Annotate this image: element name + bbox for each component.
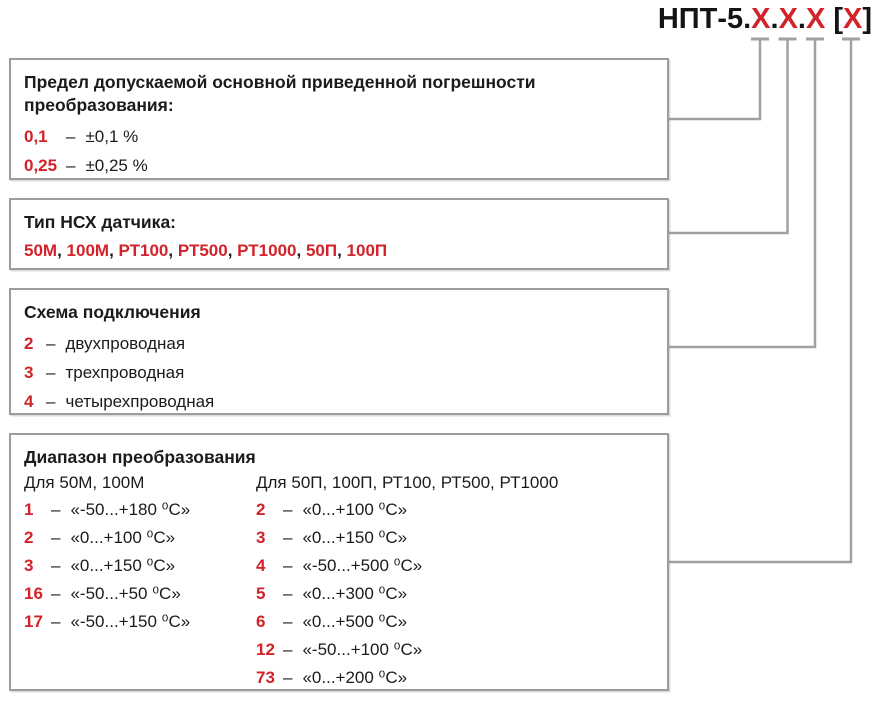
sensor-type-box — [9, 198, 669, 270]
range-label: «0...+150 ⁰С» — [70, 556, 176, 575]
sensor-type-value: РТ1000 — [237, 241, 297, 260]
range-item — [24, 496, 256, 524]
range-label: «0...+300 ⁰С» — [302, 584, 408, 603]
connection-code: 4 — [24, 392, 34, 411]
sensor-type-value: 100М — [66, 241, 110, 260]
sensor-type-value: РТ500 — [177, 241, 228, 260]
dash: – — [283, 556, 293, 575]
model-code-prefix: НПТ-5. — [657, 3, 752, 35]
separator: , — [168, 241, 178, 260]
range-subheading: Для 50М, 100М — [24, 473, 145, 492]
dash: – — [51, 612, 61, 631]
range-label: «0...+100 ⁰С» — [70, 528, 176, 547]
accuracy-item — [24, 122, 654, 151]
dash: – — [51, 556, 61, 575]
connection-item — [24, 358, 654, 387]
model-code-x2: X — [778, 3, 798, 35]
connection-label: четырехпроводная — [65, 392, 215, 411]
sensor-type-values — [24, 239, 654, 262]
range-label: «-50...+150 ⁰С» — [70, 612, 191, 631]
model-code-title — [658, 3, 872, 36]
connection-code: 3 — [24, 363, 34, 382]
connection-box — [9, 288, 669, 415]
dash: – — [283, 640, 293, 659]
connection-items — [24, 329, 654, 416]
range-heading: Диапазон преобразования — [24, 447, 256, 467]
range-code: 16 — [24, 584, 43, 603]
range-code: 12 — [256, 640, 275, 659]
connection-item — [24, 329, 654, 358]
connection-item — [24, 387, 654, 416]
range-label: «0...+150 ⁰С» — [302, 528, 408, 547]
dash: – — [46, 392, 56, 411]
dash: – — [46, 334, 56, 353]
range-code: 6 — [256, 612, 266, 631]
range-item — [256, 608, 654, 636]
range-box — [9, 433, 669, 691]
dash: – — [46, 363, 56, 382]
separator: , — [227, 241, 238, 260]
range-label: «-50...+50 ⁰С» — [70, 584, 181, 603]
range-code: 3 — [256, 528, 266, 547]
range-item — [256, 552, 654, 580]
range-item — [256, 580, 654, 608]
dash: – — [66, 156, 76, 175]
range-item — [24, 524, 256, 552]
range-label: «0...+100 ⁰С» — [302, 500, 408, 519]
connection-heading: Схема подключения — [24, 302, 201, 322]
range-code: 3 — [24, 556, 34, 575]
range-column-50m-100m — [24, 470, 256, 692]
range-code: 5 — [256, 584, 266, 603]
range-code: 2 — [256, 500, 266, 519]
accuracy-item — [24, 151, 654, 180]
range-label: «-50...+180 ⁰С» — [70, 500, 191, 519]
range-item — [256, 636, 654, 664]
model-code-dot-1: . — [770, 3, 779, 35]
model-code-x1: X — [751, 3, 771, 35]
dash: – — [51, 528, 61, 547]
range-item — [256, 496, 654, 524]
dash: – — [283, 500, 293, 519]
range-item — [256, 524, 654, 552]
separator: , — [337, 241, 347, 260]
accuracy-label: ±0,1 % — [85, 127, 139, 146]
separator: , — [109, 241, 119, 260]
dash: – — [283, 584, 293, 603]
range-code: 2 — [24, 528, 34, 547]
sensor-type-value: РТ100 — [118, 241, 169, 260]
range-item — [24, 552, 256, 580]
separator: , — [296, 241, 306, 260]
range-label: «-50...+500 ⁰С» — [302, 556, 423, 575]
connection-code: 2 — [24, 334, 34, 353]
range-code: 4 — [256, 556, 266, 575]
connector-connection — [667, 39, 815, 347]
accuracy-heading: Предел допускаемой основной приведенной погрешности преобразования: — [24, 72, 536, 115]
connection-label: трехпроводная — [65, 363, 185, 382]
dash: – — [51, 584, 61, 603]
range-item — [24, 580, 256, 608]
accuracy-items — [24, 122, 654, 180]
dash: – — [283, 668, 293, 687]
sensor-type-value: 100П — [346, 241, 388, 260]
bracket-open: [ — [833, 3, 843, 35]
range-column-platinum — [256, 470, 654, 692]
accuracy-box — [9, 58, 669, 180]
model-code-x3: X — [805, 3, 826, 35]
connector-accuracy — [667, 39, 760, 119]
dash: – — [66, 127, 76, 146]
sensor-type-value: 50М — [24, 241, 58, 260]
connection-label: двухпроводная — [65, 334, 186, 353]
range-label: «-50...+100 ⁰С» — [302, 640, 423, 659]
sensor-type-value: 50П — [305, 241, 338, 260]
connector-sensor-type — [667, 39, 788, 233]
accuracy-code: 0,25 — [24, 156, 58, 175]
range-code: 1 — [24, 500, 34, 519]
range-label: «0...+500 ⁰С» — [302, 612, 408, 631]
separator: , — [57, 241, 67, 260]
range-code: 17 — [24, 612, 43, 631]
accuracy-label: ±0,25 % — [85, 156, 148, 175]
dash: – — [51, 500, 61, 519]
model-code-x4: X — [842, 3, 863, 35]
dash: – — [283, 528, 293, 547]
range-subheading: Для 50П, 100П, РТ100, РТ500, РТ1000 — [256, 473, 559, 492]
accuracy-code: 0,1 — [24, 127, 48, 146]
bracket-close: ] — [862, 3, 872, 35]
range-columns — [24, 470, 654, 692]
sensor-type-heading: Тип НСХ датчика: — [24, 212, 177, 232]
range-item — [256, 664, 654, 692]
dash: – — [283, 612, 293, 631]
range-label: «0...+200 ⁰С» — [302, 668, 408, 687]
model-code-dot-2: . — [797, 3, 806, 35]
range-item — [24, 608, 256, 636]
range-code: 73 — [256, 668, 275, 687]
